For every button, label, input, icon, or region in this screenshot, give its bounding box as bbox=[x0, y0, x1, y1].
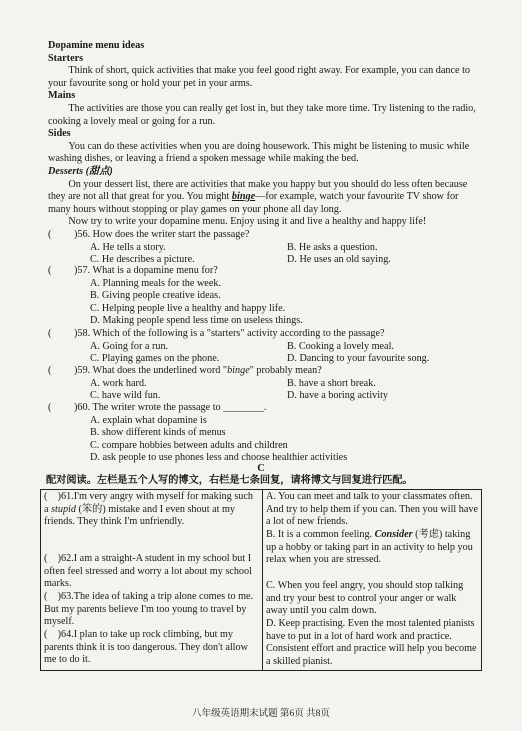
option-b: B. have a short break. bbox=[287, 377, 376, 389]
question-58 bbox=[48, 328, 478, 366]
reply-c: C. When you feel angry, you should stop talking and try your best to control your anger or walk away until you calm down. bbox=[266, 580, 464, 616]
heading-sides: Sides bbox=[48, 128, 71, 140]
question-60 bbox=[48, 402, 478, 465]
left-item-62 bbox=[44, 553, 259, 590]
option-c: C. Playing games on the phone. bbox=[90, 353, 220, 365]
reply-b bbox=[266, 529, 478, 579]
option-d: D. Dancing to your favourite song. bbox=[287, 353, 430, 365]
option-c: C. have wild fun. bbox=[90, 390, 161, 402]
item-num: )61. bbox=[57, 491, 74, 502]
option-a: A. He tells a story. bbox=[90, 241, 166, 253]
option-c: C. compare hobbies between adults and children bbox=[90, 439, 288, 451]
item-text: I am a straight-A student in my school but I often feel stressed and worry a lot about my school marks. bbox=[44, 553, 252, 589]
question-stem: )57. What is a dopamine menu for? bbox=[74, 265, 218, 276]
left-item-61 bbox=[44, 491, 259, 552]
option-d: D. He uses an old saying. bbox=[287, 254, 391, 266]
option-d: D. have a boring activity bbox=[287, 390, 388, 402]
para-starters: Think of short, quick activities that make you feel good right away. For example, you can dance to your favourite song or hold your pet in your arms. bbox=[48, 65, 471, 89]
para-mains: The activities are those you can really get lost in, but they take more time. Try listening to the radio, cooking a lovely meal or going for a run. bbox=[48, 102, 476, 127]
item-num: )62. bbox=[57, 553, 74, 564]
answer-paren[interactable]: ( bbox=[48, 265, 52, 276]
question-57 bbox=[48, 265, 478, 328]
option-b: B. show different kinds of menus bbox=[90, 427, 226, 439]
passage bbox=[48, 40, 478, 229]
item-text: The idea of taking a trip alone comes to me. But my parents believe I'm too young to travel by myself. bbox=[44, 591, 254, 627]
question-stem: )56. How does the writer start the passage? bbox=[74, 229, 250, 240]
desserts-text-a: On your dessert list, there are activities that make you happy but you should do less often because they are not all that great for you. You might bbox=[48, 178, 468, 203]
question-stem: )60. The writer wrote the passage to ________. bbox=[74, 402, 267, 413]
question-stem: )58. Which of the following is a "starters" activity according to the passage? bbox=[74, 328, 385, 339]
option-c: C. He describes a picture. bbox=[90, 254, 195, 266]
option-d: D. Making people spend less time on useless things. bbox=[90, 315, 303, 327]
item-text-a: I'm very angry with myself for making such a bbox=[44, 491, 253, 515]
option-a: A. Planning meals for the week. bbox=[90, 277, 221, 289]
heading-desserts: Desserts (甜点) bbox=[48, 165, 113, 177]
item-text-b: (笨的) mistake and I even shout at my friends. They think I'm unfriendly. bbox=[44, 503, 236, 527]
reply-text-a: B. It is a common feeling. bbox=[266, 529, 375, 540]
reply-italic: Consider bbox=[374, 529, 413, 540]
option-a: A. explain what dopamine is bbox=[90, 414, 207, 426]
desserts-text-b: —for example, watch your favourite TV show for many hours without stopping or play games on your phone all day long. bbox=[48, 191, 459, 215]
answer-paren[interactable]: ( bbox=[44, 553, 48, 564]
option-a: A. work hard. bbox=[90, 377, 147, 389]
left-item-64 bbox=[44, 629, 259, 667]
answer-paren[interactable]: ( bbox=[44, 591, 48, 602]
answer-paren[interactable]: ( bbox=[48, 229, 52, 240]
option-d: D. ask people to use phones less and choose healthier activities bbox=[90, 452, 348, 464]
question-stem-word: binge bbox=[227, 365, 250, 376]
question-59 bbox=[48, 365, 478, 403]
reply-a: A. You can meet and talk to your classmates often. And try to help them if you can. Then you will have a lot of new friends. bbox=[266, 491, 479, 527]
heading-starters: Starters bbox=[48, 52, 84, 64]
option-b: B. Giving people creative ideas. bbox=[90, 290, 221, 302]
question-stem-b: " probably mean? bbox=[249, 365, 322, 376]
answer-paren[interactable]: ( bbox=[44, 629, 48, 640]
answer-paren[interactable]: ( bbox=[48, 402, 52, 413]
page-footer: 八年级英语期末试题 第6页 共8页 bbox=[192, 709, 330, 719]
left-item-63 bbox=[44, 591, 259, 628]
left-column bbox=[41, 490, 263, 671]
para-desserts bbox=[48, 179, 478, 217]
passage-title: Dopamine menu ideas bbox=[48, 40, 145, 51]
option-c: C. Helping people live a healthy and happy life. bbox=[90, 302, 286, 314]
question-56 bbox=[48, 229, 478, 267]
heading-mains: Mains bbox=[48, 90, 76, 102]
answer-paren[interactable]: ( bbox=[48, 328, 52, 339]
right-column bbox=[263, 490, 482, 671]
option-b: B. Cooking a lovely meal. bbox=[287, 340, 394, 352]
item-text: I plan to take up rock climbing, but my parents think it is too dangerous. They don't allow me to do it. bbox=[44, 629, 248, 665]
section-c-instruction: 配对阅读。左栏是五个人写的博文，右栏是七条回复，请将博文与回复进行匹配。 bbox=[46, 475, 413, 486]
para-closing: Now try to write your dopamine menu. Enjoy using it and live a healthy and happy life! bbox=[68, 216, 427, 228]
option-b: B. He asks a question. bbox=[287, 241, 378, 253]
item-italic: stupid bbox=[51, 503, 76, 515]
question-stem-a: )59. What does the underlined word " bbox=[74, 365, 228, 376]
matching-table bbox=[40, 489, 482, 671]
option-a: A. Going for a run. bbox=[90, 340, 169, 352]
answer-paren[interactable]: ( bbox=[48, 365, 52, 376]
item-num: )64. bbox=[57, 629, 74, 640]
reply-d: D. Keep practising. Even the most talented pianists have to put in a lot of hard work and practice. Consistent effort and practice will help you become a skilled pianist. bbox=[266, 618, 477, 667]
item-num: )63. bbox=[57, 591, 74, 602]
para-sides: You can do these activities when you are doing housework. This might be listening to music while washing dishes, or leaving a friend a spoken message while making the bed. bbox=[48, 140, 470, 165]
section-c-label: C bbox=[257, 463, 265, 474]
binge-word: binge bbox=[231, 191, 256, 203]
answer-paren[interactable]: ( bbox=[44, 491, 48, 502]
reply-text-b: (考虑) taking up a hobby or taking part in an activity to help you relax when you are stressed. bbox=[266, 529, 473, 565]
